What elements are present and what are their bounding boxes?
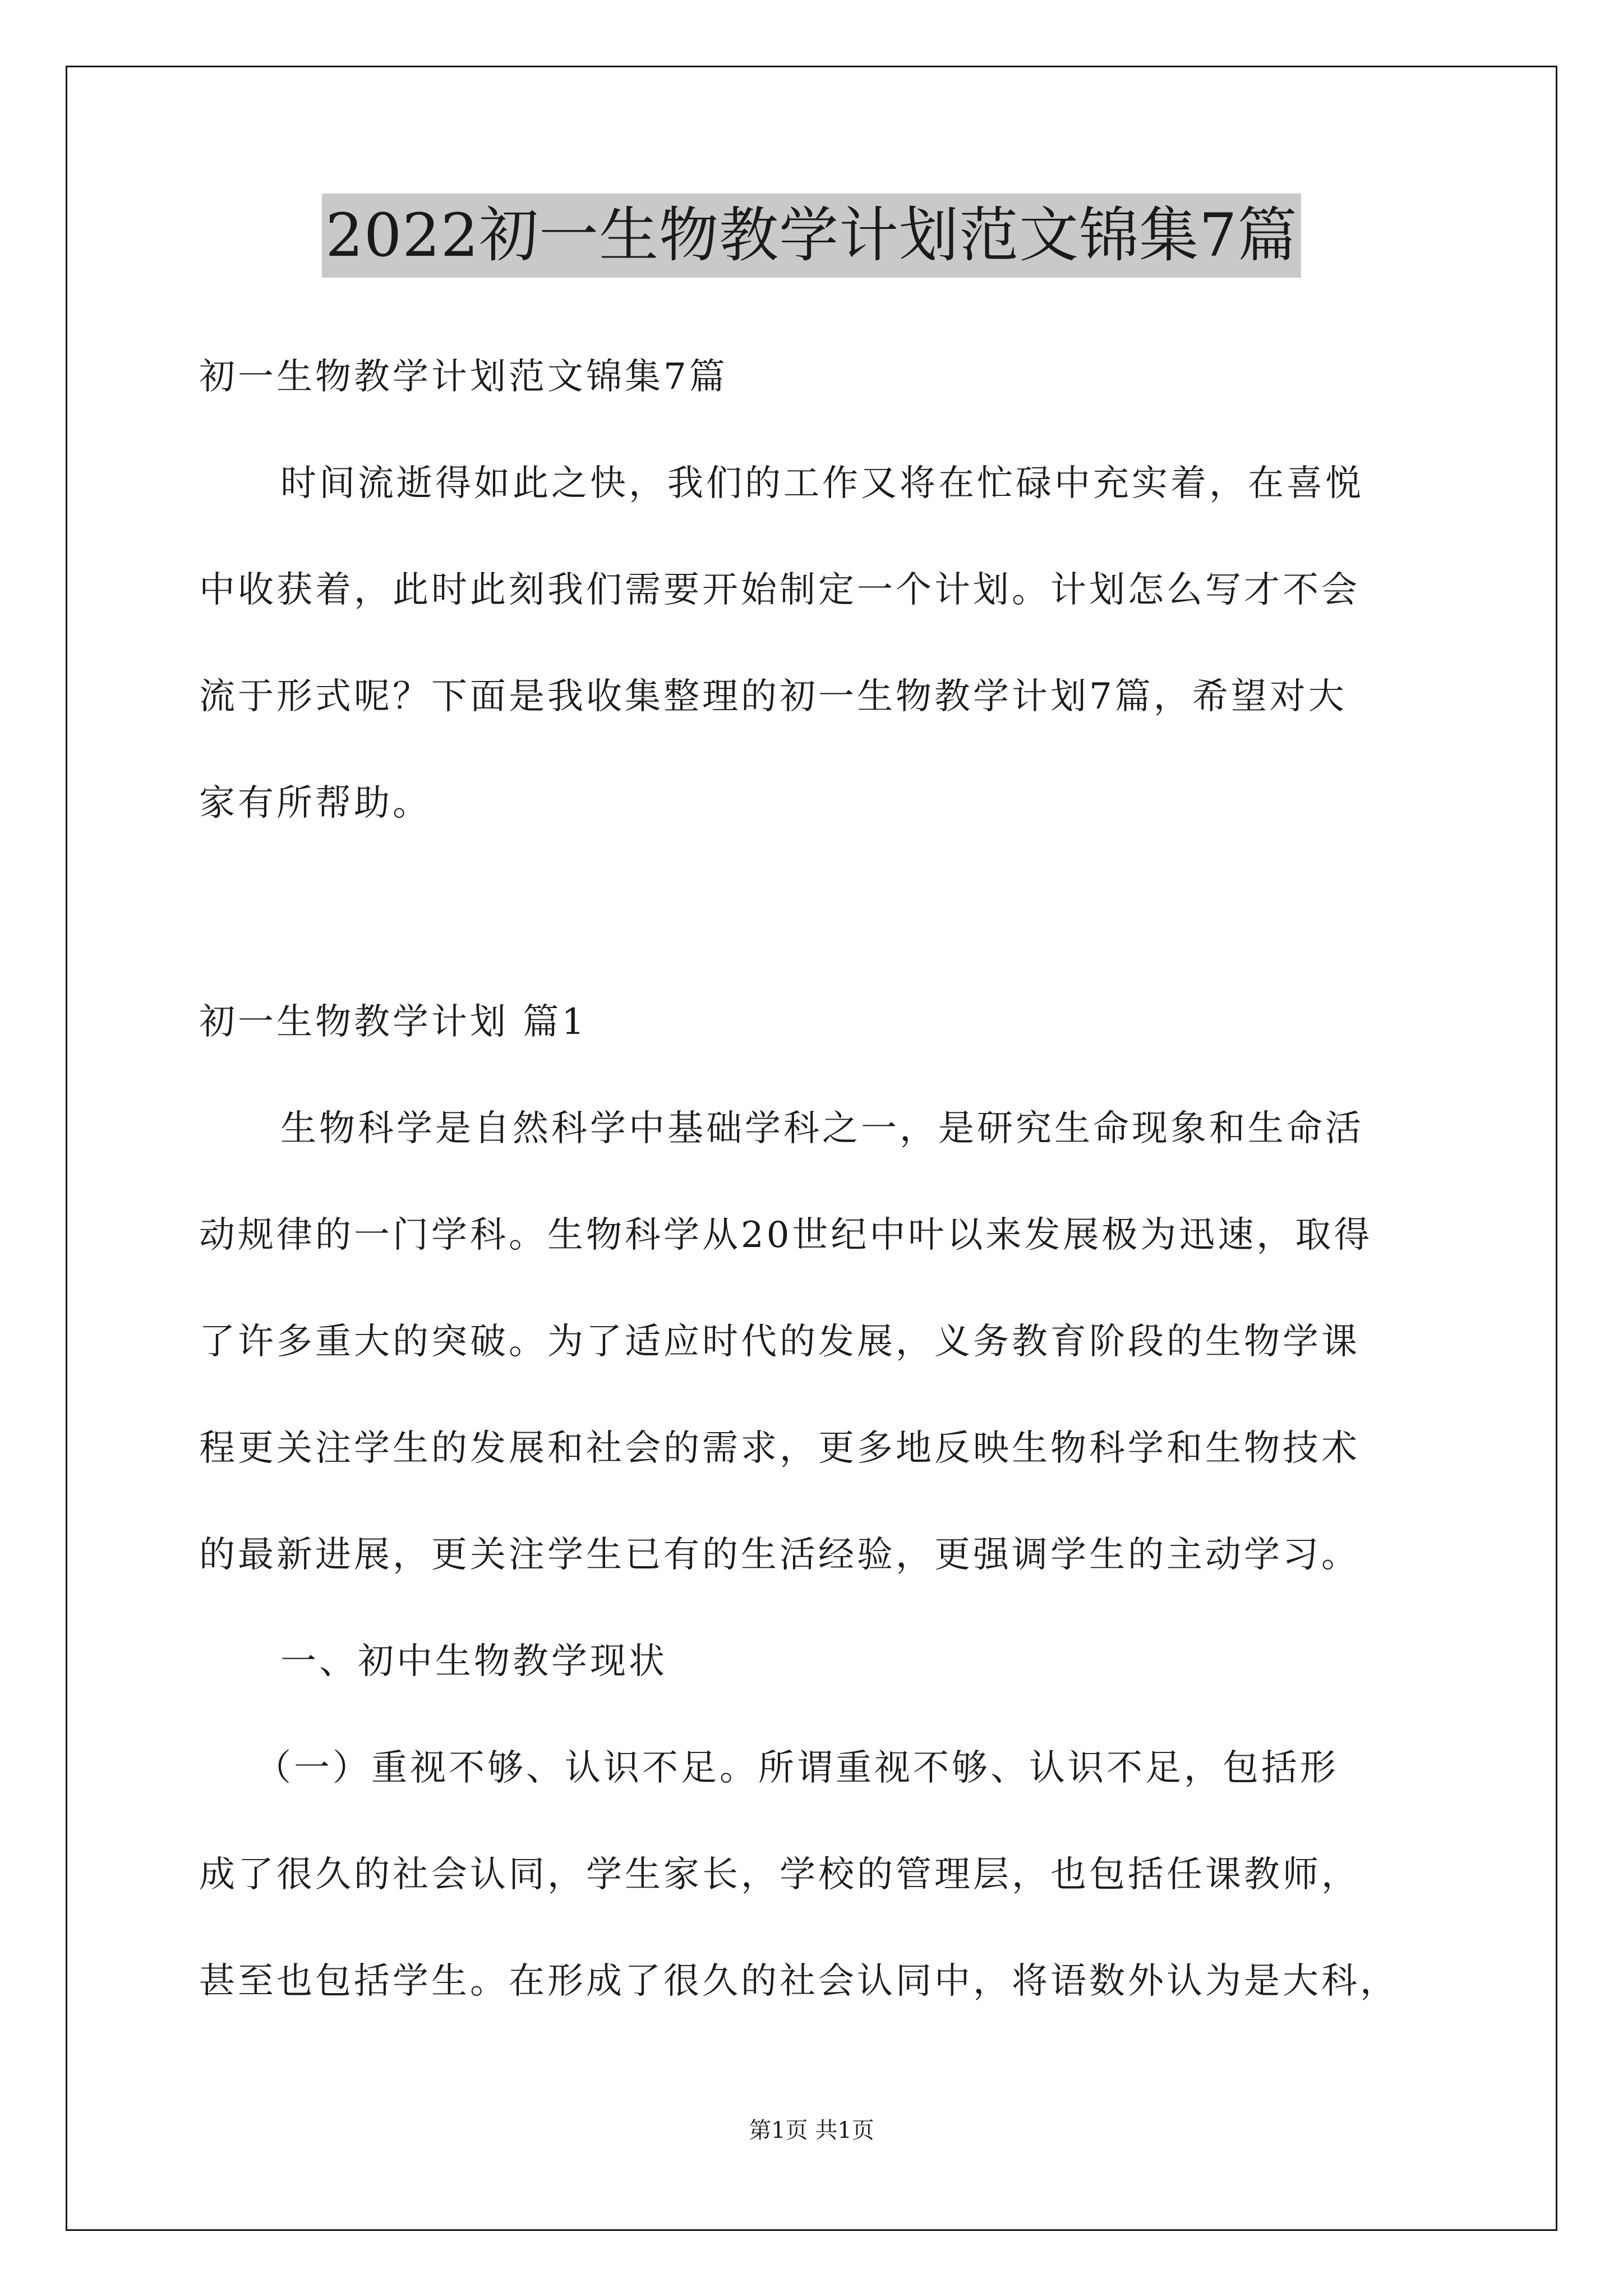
intro-line-1: 时间流逝得如此之快，我们的工作又将在忙碌中充实着，在喜悦 bbox=[280, 463, 1364, 504]
sub-line-3: 甚至也包括学生。在形成了很久的社会认同中，将语数外认为是大科， bbox=[199, 1961, 1399, 2002]
intro-line-4: 家有所帮助。 bbox=[199, 783, 431, 824]
intro-line-2: 中收获着，此时此刻我们需要开始制定一个计划。计划怎么写才不会 bbox=[199, 569, 1360, 611]
intro-line-3: 流于形式呢？下面是我收集整理的初一生物教学计划7篇，希望对大 bbox=[199, 676, 1347, 717]
document-title: 2022初一生物教学计划范文锦集7篇 bbox=[322, 194, 1301, 278]
document-subtitle: 初一生物教学计划范文锦集7篇 bbox=[199, 356, 728, 398]
title-container bbox=[0, 194, 1623, 278]
section-heading: 初一生物教学计划 篇1 bbox=[199, 1001, 588, 1043]
section-line-4: 程更关注学生的发展和社会的需求，更多地反映生物科学和生物技术 bbox=[199, 1428, 1360, 1469]
section-line-1: 生物科学是自然科学中基础学科之一，是研究生命现象和生命活 bbox=[280, 1108, 1364, 1149]
sub-line-1: （一）重视不够、认识不足。所谓重视不够、认识不足，包括形 bbox=[255, 1747, 1339, 1789]
sub-line-2: 成了很久的社会认同，学生家长，学校的管理层，也包括任课教师， bbox=[199, 1854, 1360, 1895]
page-footer: 第1页 共1页 bbox=[749, 2118, 874, 2143]
subheading: 一、初中生物教学现状 bbox=[280, 1641, 667, 1682]
section-line-5: 的最新进展，更关注学生已有的生活经验，更强调学生的主动学习。 bbox=[199, 1534, 1360, 1576]
section-line-3: 了许多重大的突破。为了适应时代的发展，义务教育阶段的生物学课 bbox=[199, 1321, 1360, 1363]
section-line-2: 动规律的一门学科。生物科学从20世纪中叶以来发展极为迅速，取得 bbox=[199, 1214, 1373, 1256]
